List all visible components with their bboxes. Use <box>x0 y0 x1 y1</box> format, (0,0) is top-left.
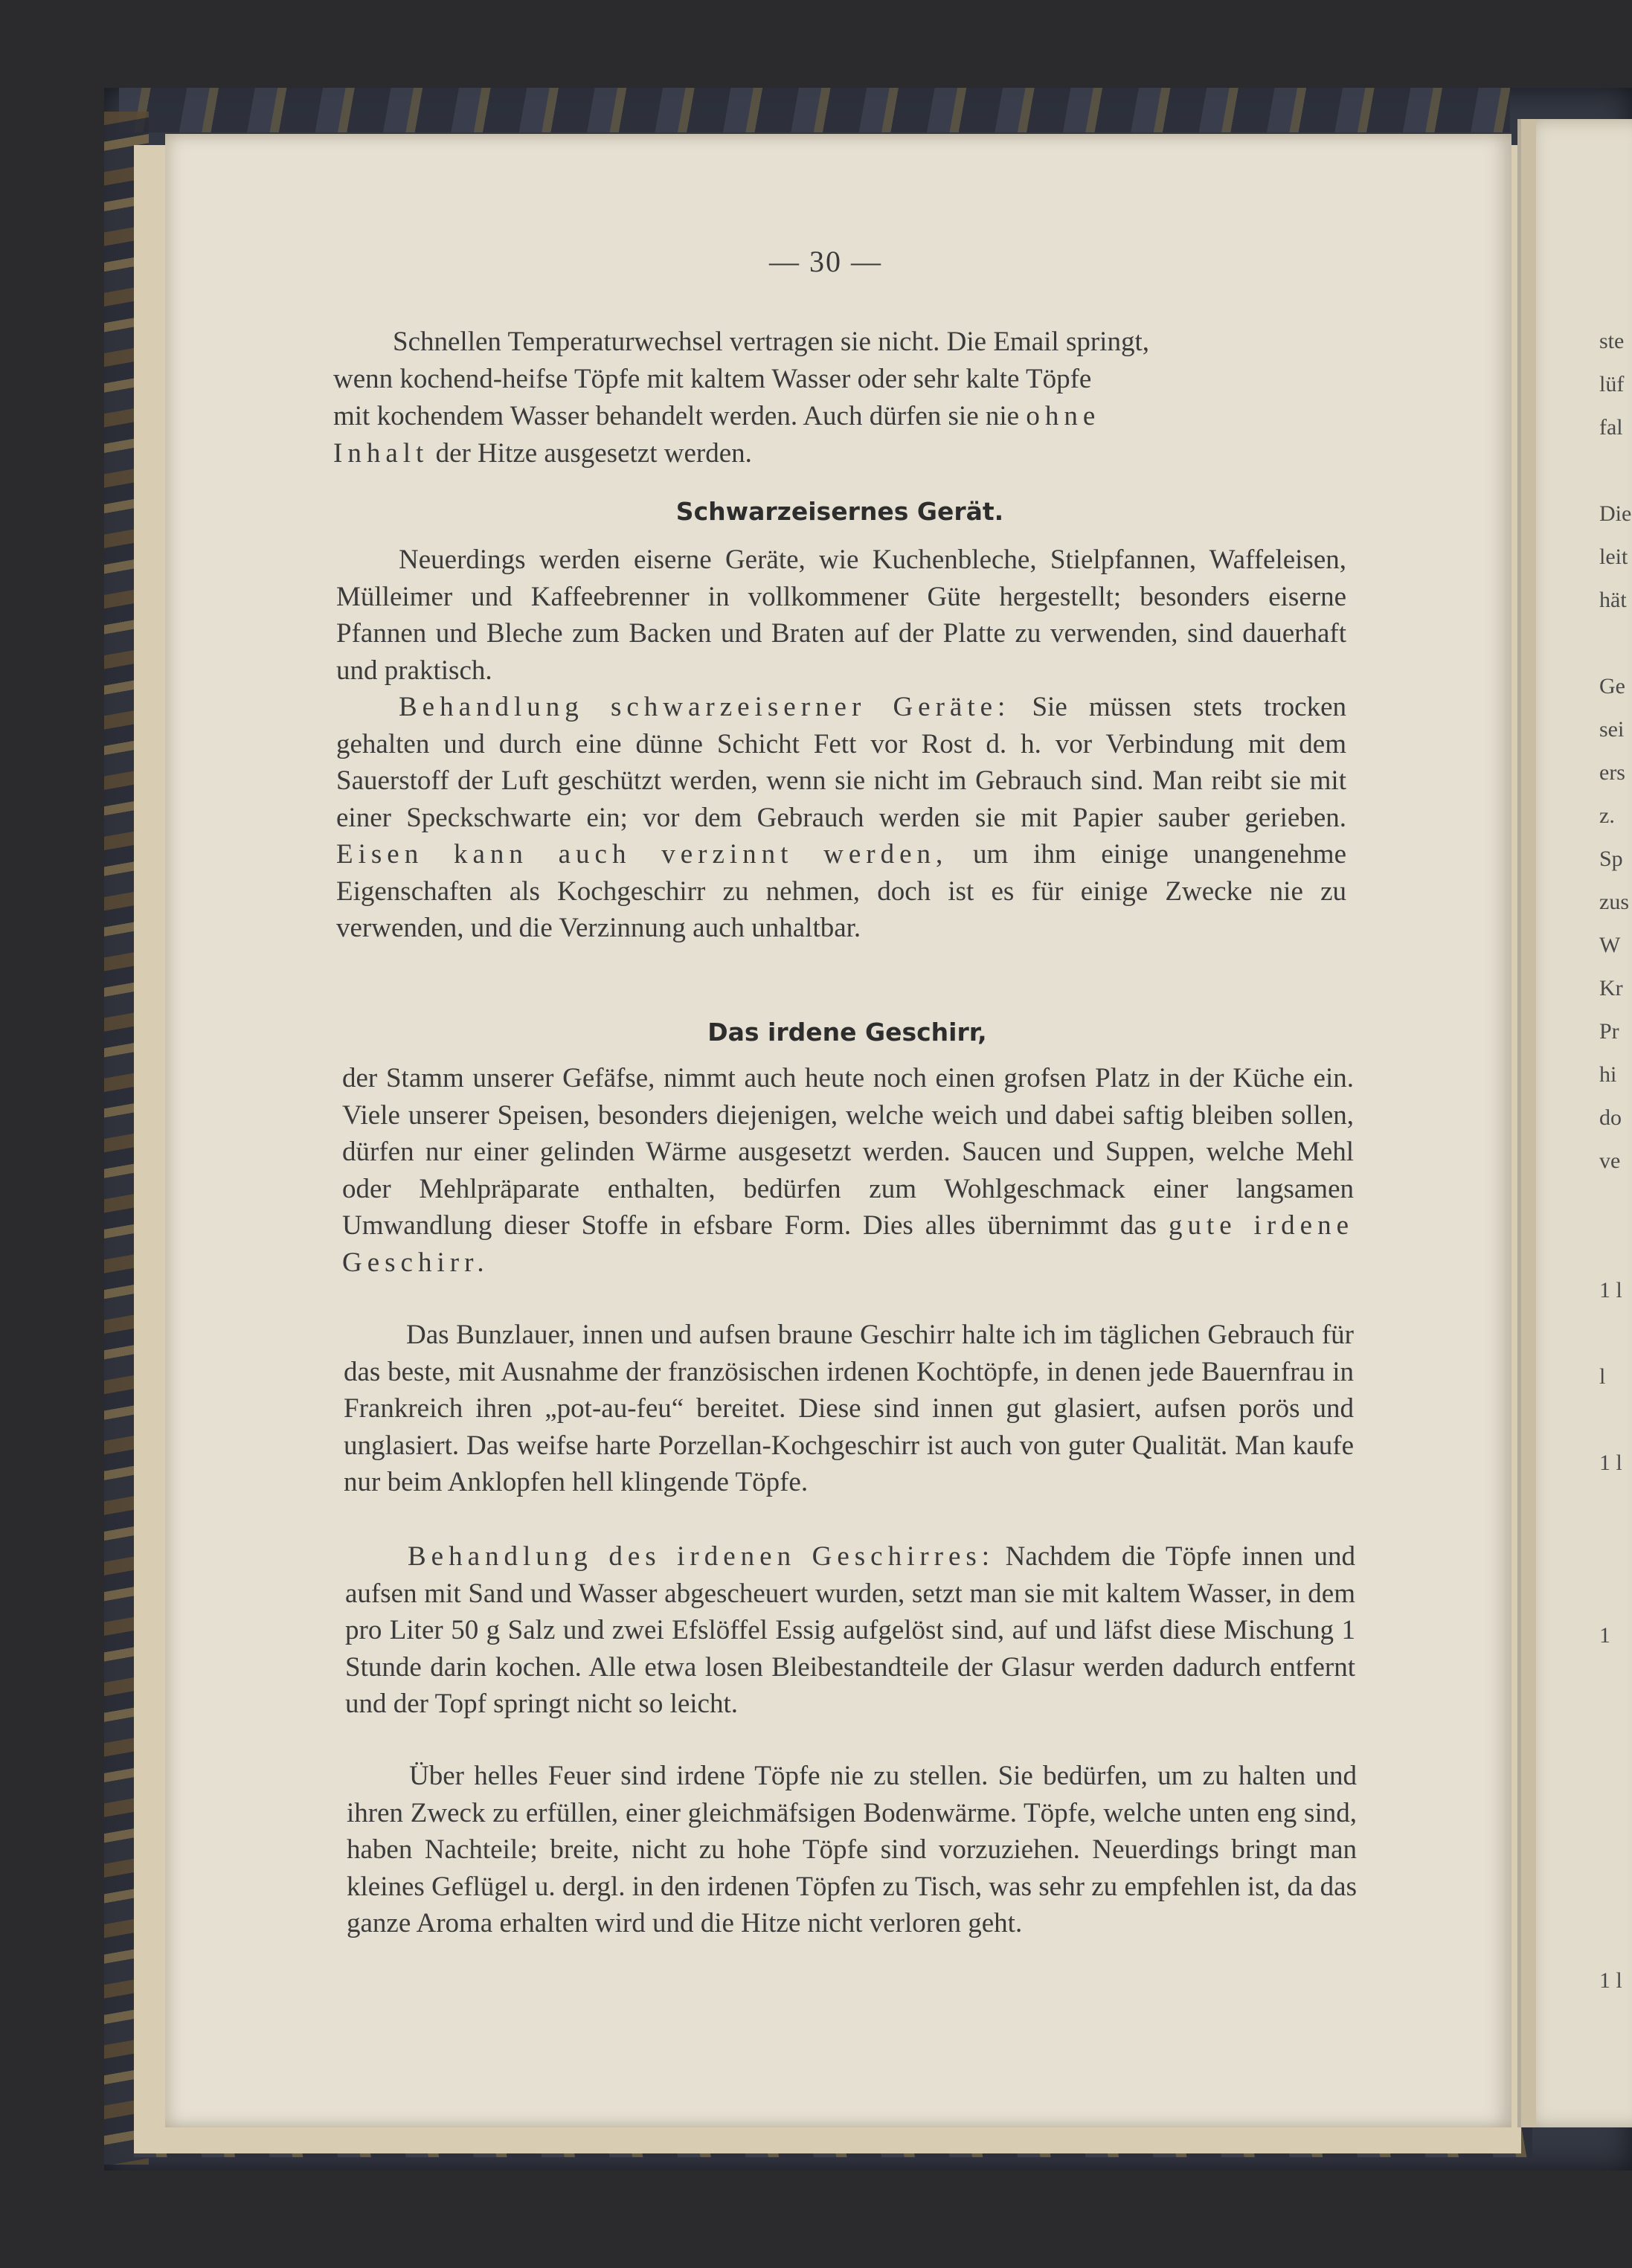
right-page-fragment: 1 <box>1599 1623 1610 1648</box>
right-page-fragment: l <box>1599 1364 1606 1389</box>
right-page-fragment <box>1599 1312 1632 1355</box>
irden-paragraph-1 <box>342 1060 1354 1281</box>
irden-paragraph-2: Das Bunzlauer, innen und aufsen braune Geschirr halte ich im täglichen Gebrauch für das beste, mit Ausnahme der französischen irdenen Kochtöpfe, in denen jede Bauernfrau in Frankreich ihren „pot-au-feu“ bereitet. Diese sind innen gut glasiert, aufsen porös und unglasiert. Das weifse harte Porzellan-Kochgeschirr ist auch von guter Qualität. Man kaufe nur beim Anklopfen hell klingende Töpfe. <box>344 1320 1354 1497</box>
schwarzeisen-emphasis-eisen: Eisen kann auch verzinnt werden, <box>336 839 948 870</box>
irden-emphasis-gute-irdene: gute irdene Geschirr. <box>342 1210 1354 1278</box>
right-page-fragment <box>1599 449 1632 492</box>
right-page-fragment <box>1599 1873 1632 1916</box>
right-page-fragment: 1 l <box>1599 1451 1622 1475</box>
right-page-fragment: z. <box>1599 803 1615 828</box>
heading-schwarzeisernes-geraet: Schwarzeisernes Gerät. <box>675 497 1004 526</box>
right-page-fragment: W <box>1599 933 1621 957</box>
right-page-fragment: ve <box>1599 1149 1621 1173</box>
right-page-fragment: 1 l <box>1599 1278 1622 1302</box>
marbled-edge-top <box>119 88 1510 132</box>
intro-line-1: Schnellen Temperaturwechsel vertragen sie nicht. Die Email springt, <box>393 327 1149 357</box>
schwarzeisen-p2-text-b: um ihm einige unangenehme Eigenschaften als Kochgeschirr zu nehmen, doch ist es für einige Zwecke nie zu verwenden, und die Verzinnung auch unhaltbar. <box>336 839 1346 943</box>
right-page-fragment <box>1599 1485 1632 1528</box>
right-page-fragments <box>1599 320 1632 2002</box>
right-page-fragment: Sp <box>1599 847 1623 871</box>
irden-emphasis-behandlung: Behandlung des irdenen Geschirres: <box>408 1541 995 1572</box>
right-page-fragment: 1 l <box>1599 1968 1622 1993</box>
right-page-fragment <box>1599 622 1632 665</box>
right-page-fragment <box>1599 1700 1632 1744</box>
heading-das-irdene-geschirr: Das irdene Geschirr, <box>707 1018 987 1047</box>
right-page-fragment: ers <box>1599 760 1625 785</box>
right-page-fragment <box>1599 1226 1632 1269</box>
right-page-fragment <box>1599 1787 1632 1830</box>
right-page-fragment: ste <box>1599 329 1625 353</box>
schwarzeisen-paragraph-2 <box>336 689 1346 947</box>
right-page-fragment <box>1599 1528 1632 1571</box>
right-page-fragment: do <box>1599 1105 1622 1130</box>
right-page-fragment: hi <box>1599 1062 1617 1087</box>
right-page-fragment: leit <box>1599 544 1628 569</box>
right-page-fragment: sei <box>1599 717 1625 742</box>
right-page-fragment: lüf <box>1599 372 1625 396</box>
intro-line-2: wenn kochend-heifse Töpfe mit kaltem Wasser oder sehr kalte Töpfe <box>333 364 1092 394</box>
schwarzeisen-p2-text-a: Sie müssen stets trocken gehalten und durch eine dünne Schicht Fett vor Rost d. h. vor Verbindung mit dem Sauerstoff der Luft geschützt werden, wenn sie nicht im Gebrauch sind. Man reibt sie mit einer Speckschwarte ein; vor dem Gebrauch werden sie mit Papier sauber gerieben. <box>336 692 1346 833</box>
right-page-fragment <box>1599 1398 1632 1442</box>
intro-line-3-text: mit kochendem Wasser behandelt werden. Auch dürfen sie nie <box>333 401 1027 431</box>
irden-p1-text: der Stamm unserer Gefäfse, nimmt auch heute noch einen grofsen Platz in der Küche ein. Viele unserer Speisen, besonders diejenigen, welche weich und dabei saftig bleiben sollen, dürfen nur einer gelinden Wärme ausgesetzt werden. Saucen und Suppen, welche Mehl oder Mehlpräparate enthalten, bedürfen zum Wohlgeschmack einer langsamen Umwandlung dieser Stoffe in efsbare Form. Dies alles übernimmt das <box>342 1063 1354 1241</box>
schwarzeisen-emphasis-behandlung: Behandlung schwarzeiserner Geräte: <box>399 692 1011 722</box>
page-number: — 30 — <box>769 245 882 278</box>
right-page-fragment <box>1599 1183 1632 1226</box>
right-page-fragment: Kr <box>1599 976 1623 1000</box>
book-gutter <box>1521 119 1536 2127</box>
intro-line-4 <box>333 435 1346 472</box>
right-page-fragment <box>1599 1571 1632 1614</box>
irden-paragraph-4: Über helles Feuer sind irdene Töpfe nie zu stellen. Sie bedürfen, um zu halten und ihren Zweck zu erfüllen, einer gleichmäfsigen Bodenwärme. Töpfe, welche unten eng sind, haben Nachteile; breite, nicht zu hohe Töpfe sind vorzuziehen. Neuerdings bringt man kleines Geflügel u. dergl. in den irdenen Töpfen zu Tisch, was sehr zu empfehlen ist, da das ganze Aroma erhalten wird und die Hitze nicht verloren geht. <box>347 1761 1357 1938</box>
right-page-fragment <box>1599 1657 1632 1700</box>
right-page-fragment: hät <box>1599 588 1627 612</box>
intro-emphasis-ohne: ohne <box>1026 401 1101 431</box>
irden-paragraph-3 <box>345 1538 1355 1723</box>
right-page-fragment: Die <box>1599 501 1632 526</box>
right-page-fragment <box>1599 1916 1632 1959</box>
irden-p3-text: Nachdem die Töpfe innen und aufsen mit Sand und Wasser abgescheuert wurden, setzt man sie mit kaltem Wasser, in dem pro Liter 50 g Salz und zwei Efslöffel Essig aufgelöst sind, auf und läfst diese Mischung 1 Stunde darin kochen. Alle etwa losen Bleibestandteile der Glasur werden dadurch entfernt und der Topf springt nicht so leicht. <box>345 1541 1355 1719</box>
right-page-fragment: Pr <box>1599 1019 1619 1044</box>
right-page-fragment <box>1599 1744 1632 1787</box>
right-page-fragment <box>1599 1830 1632 1873</box>
intro-line-3 <box>333 398 1346 435</box>
schwarzeisen-paragraph-1: Neuerdings werden eiserne Geräte, wie Kuchenbleche, Stielpfannen, Waffeleisen, Mülleimer und Kaffeebrenner in vollkommener Güte hergestellt; besonders eiserne Pfannen und Bleche zum Backen und Braten auf der Platte zu verwenden, sind dauerhaft und praktisch. <box>336 544 1346 686</box>
intro-line-4-text: der Hitze ausgesetzt werden. <box>435 438 752 469</box>
right-page-fragment: Ge <box>1599 674 1625 698</box>
intro-emphasis-inhalt: Inhalt <box>333 438 429 469</box>
right-page-fragment: fal <box>1599 415 1623 440</box>
right-page-fragment: zus <box>1599 890 1629 914</box>
